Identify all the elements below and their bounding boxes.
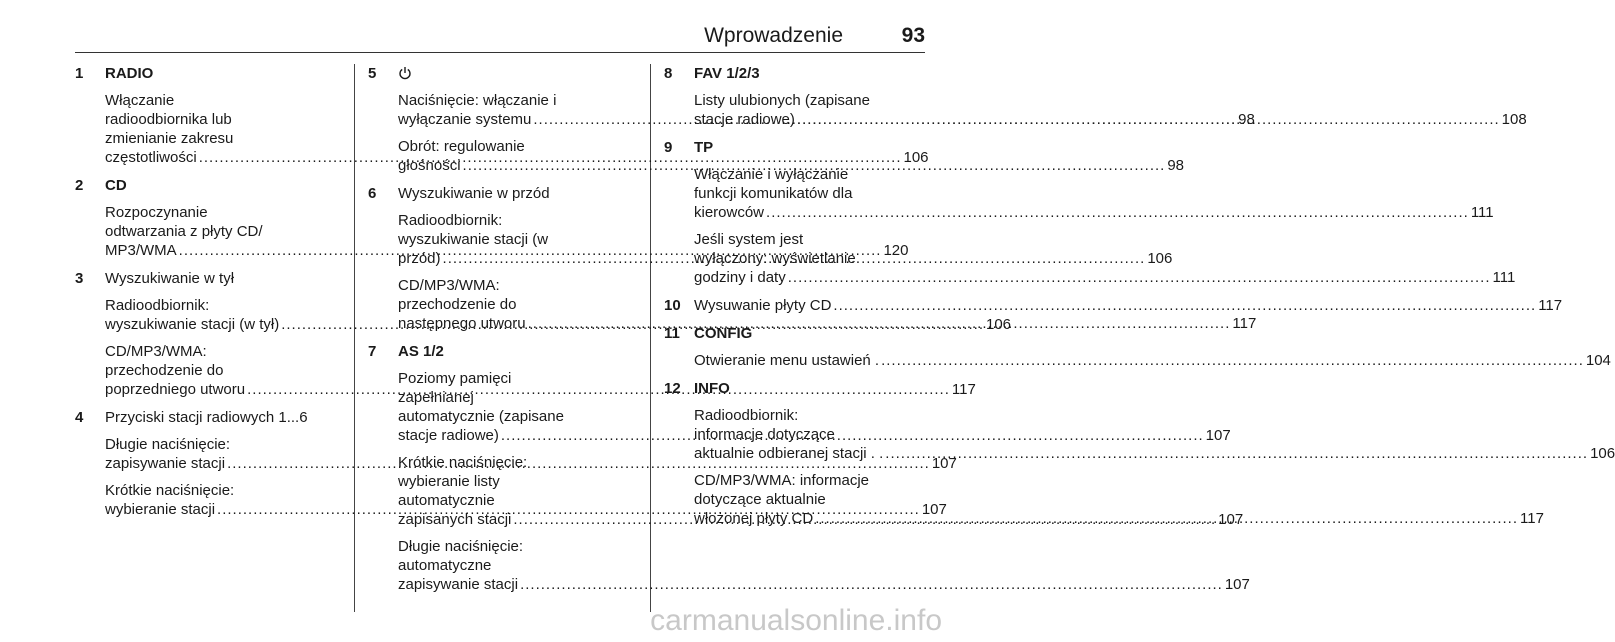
page-ref: 98: [1167, 157, 1185, 174]
page-ref: 107: [1218, 511, 1244, 528]
item-heading: [75, 269, 333, 288]
item-number: 10: [664, 297, 681, 314]
leader-dots: [815, 509, 1518, 528]
leader-dots: [788, 268, 1491, 287]
entry-text-line: wybieranie listy: [398, 473, 500, 490]
item-label: Wyszukiwanie w przód: [398, 185, 550, 202]
item-heading: [75, 64, 333, 83]
leader-dots: [797, 110, 1500, 129]
entry-text-line: informacje dotyczące: [694, 426, 835, 443]
page-title: Wprowadzenie: [704, 24, 843, 47]
entry-text-line: automatyczne: [398, 557, 492, 574]
item-label: CONFIG: [694, 325, 753, 342]
index-entry: [694, 351, 1611, 370]
entry-text-line: radioodbiornika lub: [105, 111, 232, 128]
page-ref: 106: [1147, 250, 1173, 267]
page-ref: 106: [903, 149, 929, 166]
item-number: 5: [368, 65, 377, 82]
entry-text-line: dotyczące aktualnie: [694, 491, 826, 508]
item-number: 12: [664, 380, 681, 397]
entry-text-line: CD/MP3/WMA:: [398, 277, 500, 294]
page-ref: 106: [1590, 445, 1615, 462]
index-entry: [398, 537, 1250, 594]
power-icon: [398, 66, 412, 80]
entry-text-line: Naciśnięcie: włączanie i: [398, 92, 557, 109]
entry-text-line: funkcji komunikatów dla: [694, 185, 853, 202]
entry-text-line: Krótkie naciśnięcie:: [398, 454, 528, 471]
entry-text: kierowców: [694, 204, 765, 221]
item-label: AS 1/2: [398, 343, 444, 360]
item-number: 7: [368, 343, 377, 360]
item-heading: [75, 408, 333, 427]
page-ref: 98: [1238, 111, 1255, 128]
entry-text-line: Włączanie i wyłączanie: [694, 166, 849, 183]
entry-text: MP3/WMA: [105, 242, 177, 259]
page-header: [75, 0, 925, 53]
item-number: 4: [75, 409, 84, 426]
item-number: 8: [664, 65, 673, 82]
entry-text-line: Poziomy pamięci: [398, 370, 512, 387]
entry-text-line: przechodzenie do: [398, 296, 517, 313]
item-number: 11: [664, 325, 680, 342]
entry-text-line: Włączanie: [105, 92, 175, 109]
item-heading: [75, 176, 333, 195]
page-ref: 111: [1492, 269, 1516, 286]
page-ref: 106: [985, 316, 1012, 333]
entry-text: wybieranie stacji: [105, 501, 216, 518]
entry-text: wyszukiwanie stacji (w tył): [105, 316, 280, 333]
entry-text-line: automatycznie: [398, 492, 495, 509]
page-ref: 108: [1501, 111, 1527, 128]
entry-text-line: CD/MP3/WMA: informacje: [694, 472, 870, 489]
entry-text: zapisywanie stacji: [398, 576, 519, 593]
item-heading: [664, 138, 922, 157]
entry-text-line: Długie naciśnięcie:: [398, 538, 524, 555]
entry-text-line: zapełnianej: [398, 389, 474, 406]
entry-text-line: Rozpoczynanie: [105, 204, 208, 221]
entry-text-line: Radioodbiornik:: [105, 297, 210, 314]
item-number: 2: [75, 177, 84, 194]
entry-text-line: wyszukiwanie stacji (w: [398, 231, 549, 248]
entry-text: stacje radiowe): [398, 427, 499, 444]
page-ref: 104: [1585, 352, 1611, 369]
page-ref: 111: [1470, 204, 1494, 221]
item-number: 3: [75, 270, 84, 287]
entry-text-line: przechodzenie do: [105, 362, 224, 379]
index-entry-line: [398, 575, 1250, 594]
item-label: INFO: [694, 380, 730, 397]
index-item: [664, 296, 1563, 315]
entry-text-line: Krótkie naciśnięcie:: [105, 482, 235, 499]
entry-text-line: wyłączony: wyświetlanie: [694, 250, 856, 267]
entry-text-line: Radioodbiornik:: [694, 407, 799, 424]
page-ref: 120: [883, 242, 909, 259]
entry-text: następnego utworu: [398, 315, 526, 332]
item-label: [398, 64, 412, 83]
column-divider: [650, 64, 651, 612]
entry-text: poprzedniego utworu: [105, 381, 246, 398]
entry-text: Otwieranie menu ustawień .: [694, 352, 880, 369]
entry-text-line: automatycznie (zapisane: [398, 408, 564, 425]
entry-text-line: zmienianie zakresu: [105, 130, 234, 147]
item-heading: [664, 324, 922, 343]
item-number: 1: [75, 65, 84, 82]
entry-text: głośności: [398, 157, 461, 174]
page-ref: 117: [951, 381, 976, 398]
item-heading: [664, 379, 922, 398]
item-label: FAV 1/2/3: [694, 65, 760, 82]
item-label: Przyciski stacji radiowych 1...6: [105, 409, 308, 426]
page-ref: 117: [1520, 510, 1544, 527]
entry-text: przód): [398, 250, 441, 267]
entry-text: Wysuwanie płyty CD: [694, 297, 832, 314]
page-ref: 117: [1538, 297, 1563, 314]
entry-text-line: Jeśli system jest: [694, 231, 804, 248]
item-label: [694, 296, 1562, 315]
entry-text: wyłączanie systemu: [398, 111, 532, 128]
entry-text: częstotliwości: [105, 149, 197, 166]
item-label: TP: [694, 139, 714, 156]
page-ref: 117: [1232, 315, 1257, 332]
column-divider: [354, 64, 355, 612]
entry-text-line: odtwarzania z płyty CD/: [105, 223, 263, 240]
index-entry-line: [694, 268, 1516, 287]
leader-dots: [520, 575, 1223, 594]
entry-text-line: Radioodbiornik:: [398, 212, 503, 229]
page-ref: 107: [1205, 427, 1231, 444]
index-entry-line: [694, 203, 1494, 222]
entry-text-line: Długie naciśnięcie:: [105, 436, 231, 453]
entry-text: stacje radiowe): [694, 111, 795, 128]
page-number: 93: [901, 24, 925, 47]
entry-text: zapisywanie stacji: [105, 455, 226, 472]
item-heading: [664, 64, 922, 83]
page-ref: 107: [931, 455, 957, 472]
entry-text: aktualnie odbieranej stacji . .: [694, 445, 884, 462]
index-entry-line: [694, 444, 1615, 463]
item-heading: [368, 342, 626, 361]
leader-dots: [885, 444, 1588, 463]
item-label: Wyszukiwanie w tył: [105, 270, 235, 287]
watermark: carmanualsonline.info: [650, 604, 942, 637]
entry-text: godziny i daty: [694, 269, 786, 286]
entry-text: zapisanych stacji: [398, 511, 512, 528]
item-heading: [664, 296, 1563, 315]
page-ref: 107: [921, 501, 947, 518]
leader-dots: [766, 203, 1469, 222]
item-heading: [368, 64, 626, 83]
entry-text: włożonej płyty CD: [694, 510, 814, 527]
entry-text-line: CD/MP3/WMA:: [105, 343, 207, 360]
item-heading: [368, 184, 626, 203]
leader-dots: [881, 351, 1584, 370]
item-number: 9: [664, 139, 673, 156]
item-label: CD: [105, 177, 127, 194]
page-ref: 107: [1224, 576, 1250, 593]
index-entry-line: [694, 351, 1611, 370]
item-label: RADIO: [105, 65, 154, 82]
entry-text-line: Obrót: regulowanie: [398, 138, 525, 155]
leader-dots: [833, 296, 1536, 315]
item-number: 6: [368, 185, 377, 202]
entry-text-line: Listy ulubionych (zapisane: [694, 92, 870, 109]
